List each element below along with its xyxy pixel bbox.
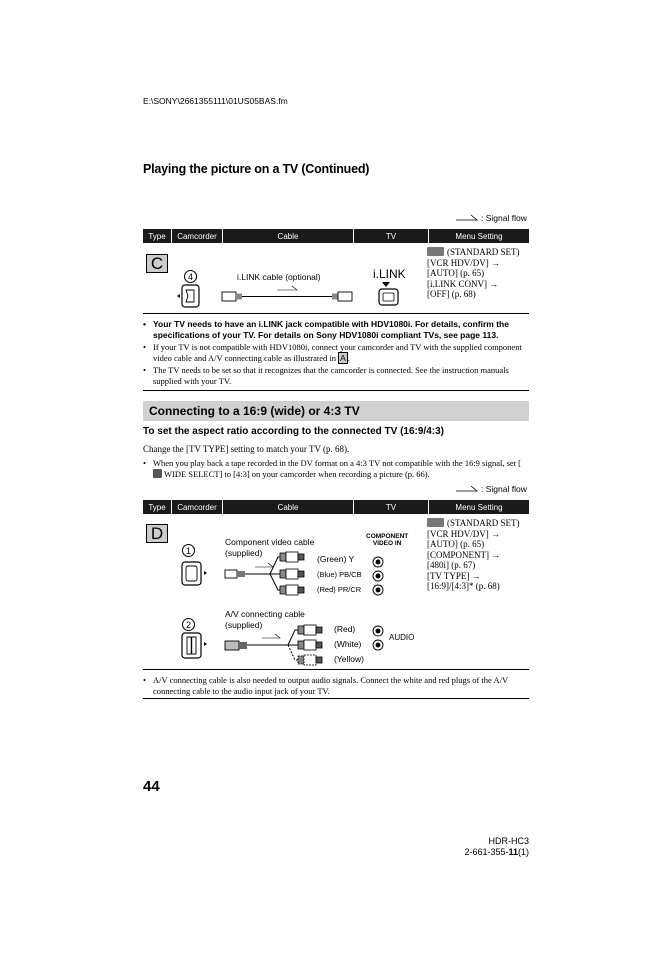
note-d-text: A/V connecting cable is also needed to output audio signals. Connect the white and red plugs of the A/V connecting cable to the audio input jack of your TV. xyxy=(153,675,508,696)
type-d-box: D xyxy=(146,524,168,543)
av-yellow-label: (Yellow) xyxy=(334,654,364,664)
aspect-note: • When you play back a tape recorded in the DV format on a 4:3 TV not compatible with the 16:9 signal, set [ WIDE SELECT] to [4:3] on your camcorder when recording a picture (p. 66). xyxy=(143,458,522,479)
subheading: To set the aspect ratio according to the connected TV (16:9/4:3) xyxy=(143,426,444,437)
signal-flow-legend xyxy=(455,213,527,223)
col-menu: Menu Setting xyxy=(455,231,503,241)
section-title: Playing the picture on a TV (Continued) xyxy=(143,162,370,176)
ilink-connection-diagram xyxy=(175,282,415,314)
av-white-label: (White) xyxy=(334,639,362,649)
table-header-d xyxy=(143,500,529,514)
note-1: If your TV is not compatible with HDV1080i, connect your camcorder and TV with the supplied component video cable and A/V connecting cable as illustrated in A . xyxy=(153,342,522,363)
page-number: 44 xyxy=(143,778,160,795)
section-banner: Connecting to a 16:9 (wide) or 4:3 TV xyxy=(143,401,529,421)
signal-flow-label: : Signal flow xyxy=(481,213,527,223)
ilink-jack-label: i.LINK xyxy=(373,267,406,281)
blue-pb-label: (Blue) PB/CB xyxy=(317,570,362,579)
signal-flow-legend-2 xyxy=(455,484,527,494)
menu-d-line-6: [TV TYPE] → xyxy=(427,570,481,581)
menu-c-line-5: [OFF] (p. 68) xyxy=(427,289,476,299)
note-2: The TV needs to be set so that it recognizes that the camcorder is connected. See the instruction manuals supplied with your TV. xyxy=(153,365,509,386)
row-d-divider xyxy=(143,669,529,670)
col-menu: Menu Setting xyxy=(455,502,503,512)
menu-setting-c xyxy=(427,247,520,300)
model-name: HDR-HC3 xyxy=(488,836,529,846)
col-tv: TV xyxy=(354,229,429,243)
av-red-label: (Red) xyxy=(334,624,356,634)
number-4: 4 xyxy=(184,270,197,283)
menu-setting-d xyxy=(427,518,520,592)
signal-arrow-icon xyxy=(455,214,479,222)
footer-model xyxy=(464,836,529,858)
audio-label: AUDIO xyxy=(389,633,415,642)
number-2: 2 xyxy=(182,618,195,631)
standard-set-icon xyxy=(427,518,444,527)
col-cable: Cable xyxy=(223,500,354,514)
component-connection-diagram xyxy=(170,545,390,670)
body-text: Change the [TV TYPE] setting to match your TV (p. 68). xyxy=(143,444,350,454)
col-camcorder: Camcorder xyxy=(172,229,223,243)
ilink-cable-label: i.LINK cable (optional) xyxy=(237,272,321,282)
av-cable-label: A/V connecting cable (supplied) xyxy=(225,609,305,630)
note-d-divider xyxy=(143,698,529,699)
number-1: 1 xyxy=(182,544,195,557)
notes-c-divider xyxy=(143,390,529,391)
menu-d-line-3: [AUTO] (p. 65) xyxy=(427,539,485,549)
row-c-divider xyxy=(143,313,529,314)
playback-mode-icon xyxy=(153,469,162,478)
note-bold: Your TV needs to have an i.LINK jack compatible with HDV1080i. For details, confirm the specifications of your TV. For details on Sony HDV1080i compliant TVs, see page 113. xyxy=(153,319,509,340)
col-cable: Cable xyxy=(223,229,354,243)
signal-arrow-icon xyxy=(455,485,479,493)
col-type: Type xyxy=(143,500,172,514)
notes-c: • Your TV needs to have an i.LINK jack compatible with HDV1080i. For details, confirm the specifications of your TV. For details on Sony HDV1080i compliant TVs, see page 113. • If your TV is not compatible with HDV1080i, connect your camcorder and TV with the supplied component video cable and A/V connecting cable as illustrated in A . • The TV needs to be set so that it recognizes that the camcorder is connected. See the instruction manuals supplied with your TV. xyxy=(143,319,529,388)
menu-d-line-7: [16:9]/[4:3]* (p. 68) xyxy=(427,581,500,591)
menu-d-line-2: [VCR HDV/DV] → xyxy=(427,528,500,539)
menu-d-line-1: (STANDARD SET) xyxy=(447,518,520,528)
green-y-label: (Green) Y xyxy=(317,554,355,564)
menu-c-line-3: [AUTO] (p. 65) xyxy=(427,268,485,278)
menu-c-line-2: [VCR HDV/DV] → xyxy=(427,257,500,268)
col-type: Type xyxy=(143,229,172,243)
menu-c-line-1: (STANDARD SET) xyxy=(447,247,520,257)
table-header-c xyxy=(143,229,529,243)
type-c-box: C xyxy=(146,254,168,273)
component-video-in-label: COMPONENT VIDEO IN xyxy=(366,533,409,547)
signal-flow-label-2: : Signal flow xyxy=(481,484,527,494)
col-camcorder: Camcorder xyxy=(172,500,223,514)
note-d: • A/V connecting cable is also needed to output audio signals. Connect the white and red plugs of the A/V connecting cable to the audio input jack of your TV. xyxy=(143,675,529,698)
model-code: 2-661-355-11(1) xyxy=(464,847,529,857)
standard-set-icon xyxy=(427,247,444,256)
file-path: E:\SONY\2661355111\01US05BAS.fm xyxy=(143,96,288,106)
menu-c-line-4: [i.LINK CONV] → xyxy=(427,278,499,289)
col-tv: TV xyxy=(354,500,429,514)
menu-d-line-5: [480i] (p. 67) xyxy=(427,560,476,570)
menu-d-line-4: [COMPONENT] → xyxy=(427,549,501,560)
red-pr-label: (Red) PR/CR xyxy=(317,585,362,594)
component-cable-label: Component video cable (supplied) xyxy=(225,537,315,558)
illustration-a-box: A xyxy=(340,353,346,363)
